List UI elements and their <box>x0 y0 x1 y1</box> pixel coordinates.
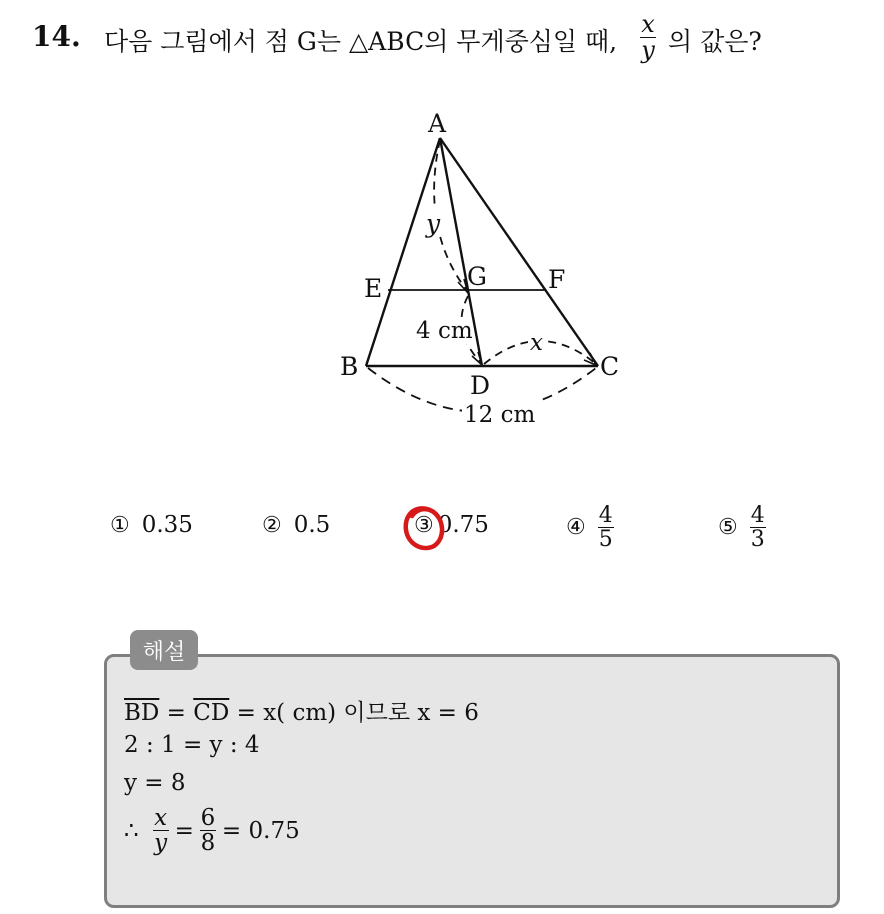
label-c: C <box>600 352 620 381</box>
therefore-symbol: ∴ <box>124 817 139 844</box>
fraction-numerator: 6 <box>200 805 216 831</box>
label-d: D <box>470 371 491 400</box>
segment-bd: $\overline{BD}$ <box>124 700 160 726</box>
choice-fraction <box>750 504 766 551</box>
fraction-denominator: y <box>154 830 168 857</box>
answer-circle-mark <box>400 502 448 554</box>
fraction-numerator: 4 <box>598 503 613 528</box>
choice-1[interactable] <box>110 512 193 538</box>
segment-cd: $\overline{CD}$ <box>193 700 230 726</box>
triangle-diagram <box>330 100 650 440</box>
fraction-six-over-eight <box>200 806 216 855</box>
solution-label: 해설 <box>130 630 198 670</box>
choice-number: ② <box>262 512 282 538</box>
label-bc-length: 12 cm <box>464 402 536 428</box>
choice-fraction <box>598 504 614 551</box>
choice-number: ④ <box>566 515 586 541</box>
label-f: F <box>548 265 566 294</box>
solution-line-4 <box>124 806 300 855</box>
fraction-numerator: x <box>154 805 168 831</box>
choice-number: ③ <box>414 512 434 538</box>
choice-value: 0.75 <box>437 512 489 538</box>
question-number: 14. <box>32 20 81 53</box>
equals: = <box>174 817 194 844</box>
label-g: G <box>467 262 487 291</box>
question-text: 다음 그림에서 점 G는 △ABC의 무게중심일 때, <box>104 27 618 56</box>
label-y: y <box>426 209 441 238</box>
label-b: B <box>340 352 359 381</box>
choice-2[interactable] <box>262 512 330 538</box>
solution-box <box>104 654 840 908</box>
solution-line-3: y = 8 <box>124 770 186 796</box>
choice-value: 0.5 <box>293 512 331 538</box>
fraction-x-over-y <box>153 806 169 855</box>
choice-number: ⑤ <box>718 515 738 541</box>
fraction-numerator: x <box>641 10 655 38</box>
solution-line-1 <box>124 694 479 727</box>
choice-number: ① <box>110 512 130 538</box>
fraction-denominator: 8 <box>200 830 216 857</box>
label-gd-length: 4 cm <box>416 318 473 344</box>
choice-value: 0.35 <box>141 512 193 538</box>
label-a: A <box>428 109 447 138</box>
question-fraction <box>640 12 656 63</box>
fraction-denominator: 3 <box>750 527 765 553</box>
choice-4[interactable] <box>566 504 614 551</box>
fraction-numerator: 4 <box>750 503 765 528</box>
solution-result: = 0.75 <box>221 817 300 844</box>
choice-5[interactable] <box>718 504 766 551</box>
solution-line-2: 2 : 1 = y : 4 <box>124 732 260 758</box>
fraction-denominator: y <box>641 36 655 65</box>
label-x: x <box>530 330 543 356</box>
fraction-denominator: 5 <box>598 527 613 553</box>
solution-line-1-rest: = x( cm) 이므로 x = 6 <box>236 700 479 726</box>
equals: = <box>166 700 186 726</box>
label-e: E <box>364 274 383 303</box>
question-text-end: 의 값은? <box>668 27 762 56</box>
